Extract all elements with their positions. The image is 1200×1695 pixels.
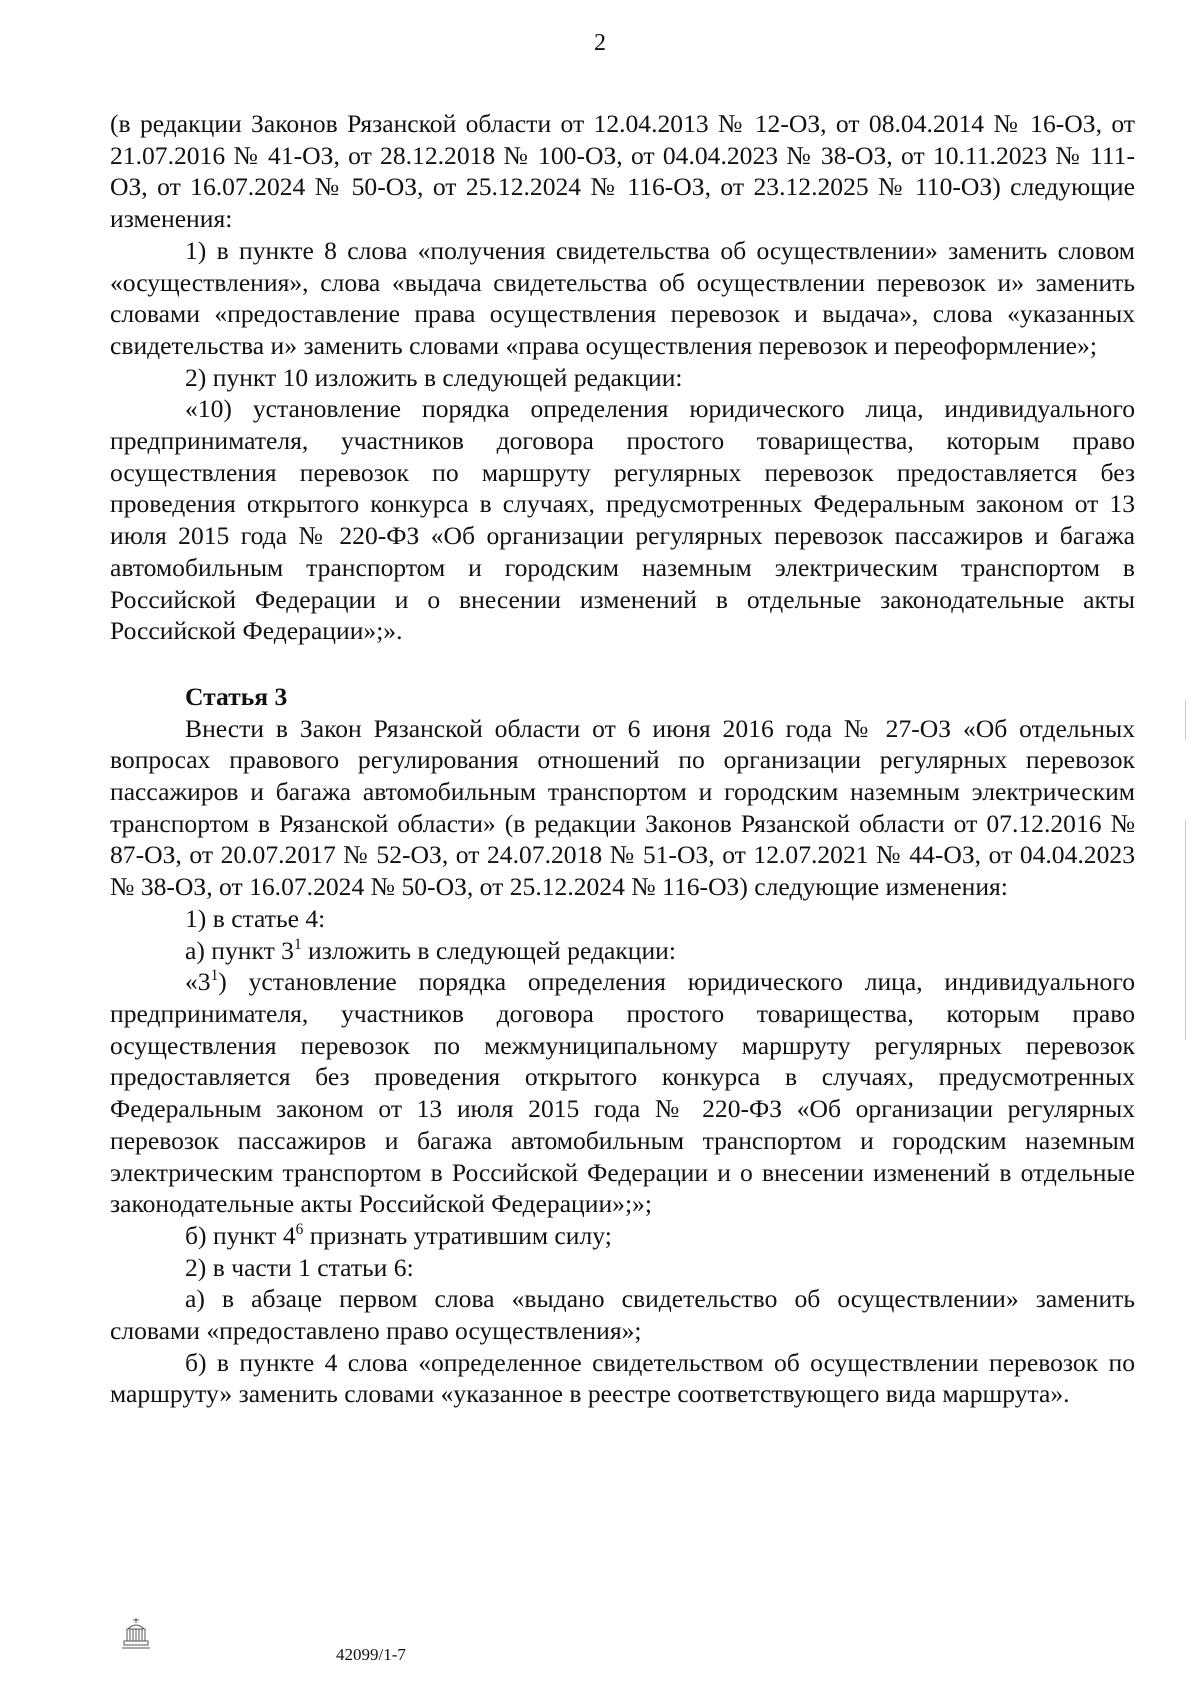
page-number: 2 — [594, 30, 606, 56]
paragraph-article-6-b: б) в пункте 4 слова «определенное свидетельством об осуществлении перевозок по маршруту» заменить словами «указанное в реестре соответствующего вида маршрута». — [110, 1347, 1135, 1409]
emblem-seal-icon — [118, 1615, 154, 1651]
paragraph-article-6: 2) в части 1 статьи 6: — [185, 1252, 414, 1282]
paragraph-intro: (в редакции Законов Рязанской области от 12.04.2013 № 12-ОЗ, от 08.04.2014 № 16-ОЗ, от 21.07.2016 № 41-ОЗ, от 28.12.2018 № 100-ОЗ, от 04.04.2023 № 38-ОЗ, от 10.11.2023 № 111-ОЗ, от 16.07.2024 № 50-ОЗ, от 25.12.2024 № 116-ОЗ, от 23.12.2025 № 110-ОЗ) следующие изменения: — [110, 109, 1135, 234]
document-body — [110, 108, 1135, 1410]
paragraph-point-a-post: изложить в следующей редакции: — [301, 935, 676, 965]
superscript: 1 — [293, 935, 302, 953]
paragraph-point-3-1-pre: «3 — [185, 967, 211, 997]
paragraph-item-1: 1) в пункте 8 слова «получения свидетельства об осуществлении» заменить словом «осуществления», слова «выдача свидетельства об осуществлении перевозок и» заменить словами «предоставление права осуществления перевозок и выдача», слова «указанных свидетельства и» заменить словами «права осуществления перевозок и переоформление»; — [110, 235, 1135, 360]
paragraph-article-6-a: а) в абзаце первом слова «выдано свидетельство об осуществлении» заменить словами «предоставлено право осуществления»; — [110, 1284, 1135, 1346]
paragraph-point-a — [110, 935, 1135, 967]
article-heading: Статья 3 — [185, 681, 288, 711]
paragraph-item-2: 2) пункт 10 изложить в следующей редакции: — [185, 362, 683, 392]
paragraph-point-a-pre: а) пункт 3 — [185, 935, 294, 965]
margin-scan-line — [1185, 820, 1186, 1040]
paragraph-article-3-intro: Внести в Закон Рязанской области от 6 июня 2016 года № 27-ОЗ «Об отдельных вопросах правового регулирования отношений по организации регулярных перевозок пассажиров и багажа автомобильным транспортом и городским наземным электрическим транспортом в Рязанской области» (в редакции Законов Рязанской области от 07.12.2016 № 87-ОЗ, от 20.07.2017 № 52-ОЗ, от 24.07.2018 № 51-ОЗ, от 12.07.2021 № 44-ОЗ, от 04.04.2023 № 38-ОЗ, от 16.07.2024 № 50-ОЗ, от 25.12.2024 № 116-ОЗ) следующие изменения: — [110, 713, 1135, 902]
paragraph-point-b-pre: б) пункт 4 — [185, 1220, 296, 1250]
superscript: 6 — [295, 1220, 304, 1238]
paragraph-point-3-1-text — [110, 966, 1135, 1220]
paragraph-point-b — [110, 1220, 1135, 1252]
paragraph-point-3-1-post: ) установление порядка определения юридического лица, индивидуального предпринимателя, участников договора простого товарищества, которым право осуществления перевозок по межмуниципальному маршруту регулярных перевозок предоставляется без проведения открытого конкурса в случаях, предусмотренных Федеральным законом от 13 июля 2015 года № 220-ФЗ «Об организации регулярных перевозок пассажиров и багажа автомобильным транспортом и городским наземным электрическим транспортом в Российской Федерации и о внесении изменений в отдельные законодательные акты Российской Федерации»;»; — [110, 967, 1135, 1219]
paragraph-item-10-text: «10) установление порядка определения юридического лица, индивидуального предпринимателя, участников договора простого товарищества, которым право осуществления перевозок по маршруту регулярных перевозок предоставляется без проведения открытого конкурса в случаях, предусмотренных Федеральным законом от 13 июля 2015 года № 220-ФЗ «Об организации регулярных перевозок пассажиров и багажа автомобильным транспортом и городским наземным электрическим транспортом в Российской Федерации и о внесении изменений в отдельные законодательные акты Российской Федерации»;». — [110, 394, 1135, 646]
paragraph-point-b-post: признать утратившим силу; — [303, 1220, 612, 1250]
document-code: 42099/1-7 — [336, 1645, 406, 1664]
paragraph-article-4: 1) в статье 4: — [185, 903, 326, 933]
margin-scan-line — [1185, 700, 1186, 740]
superscript: 1 — [210, 967, 219, 985]
